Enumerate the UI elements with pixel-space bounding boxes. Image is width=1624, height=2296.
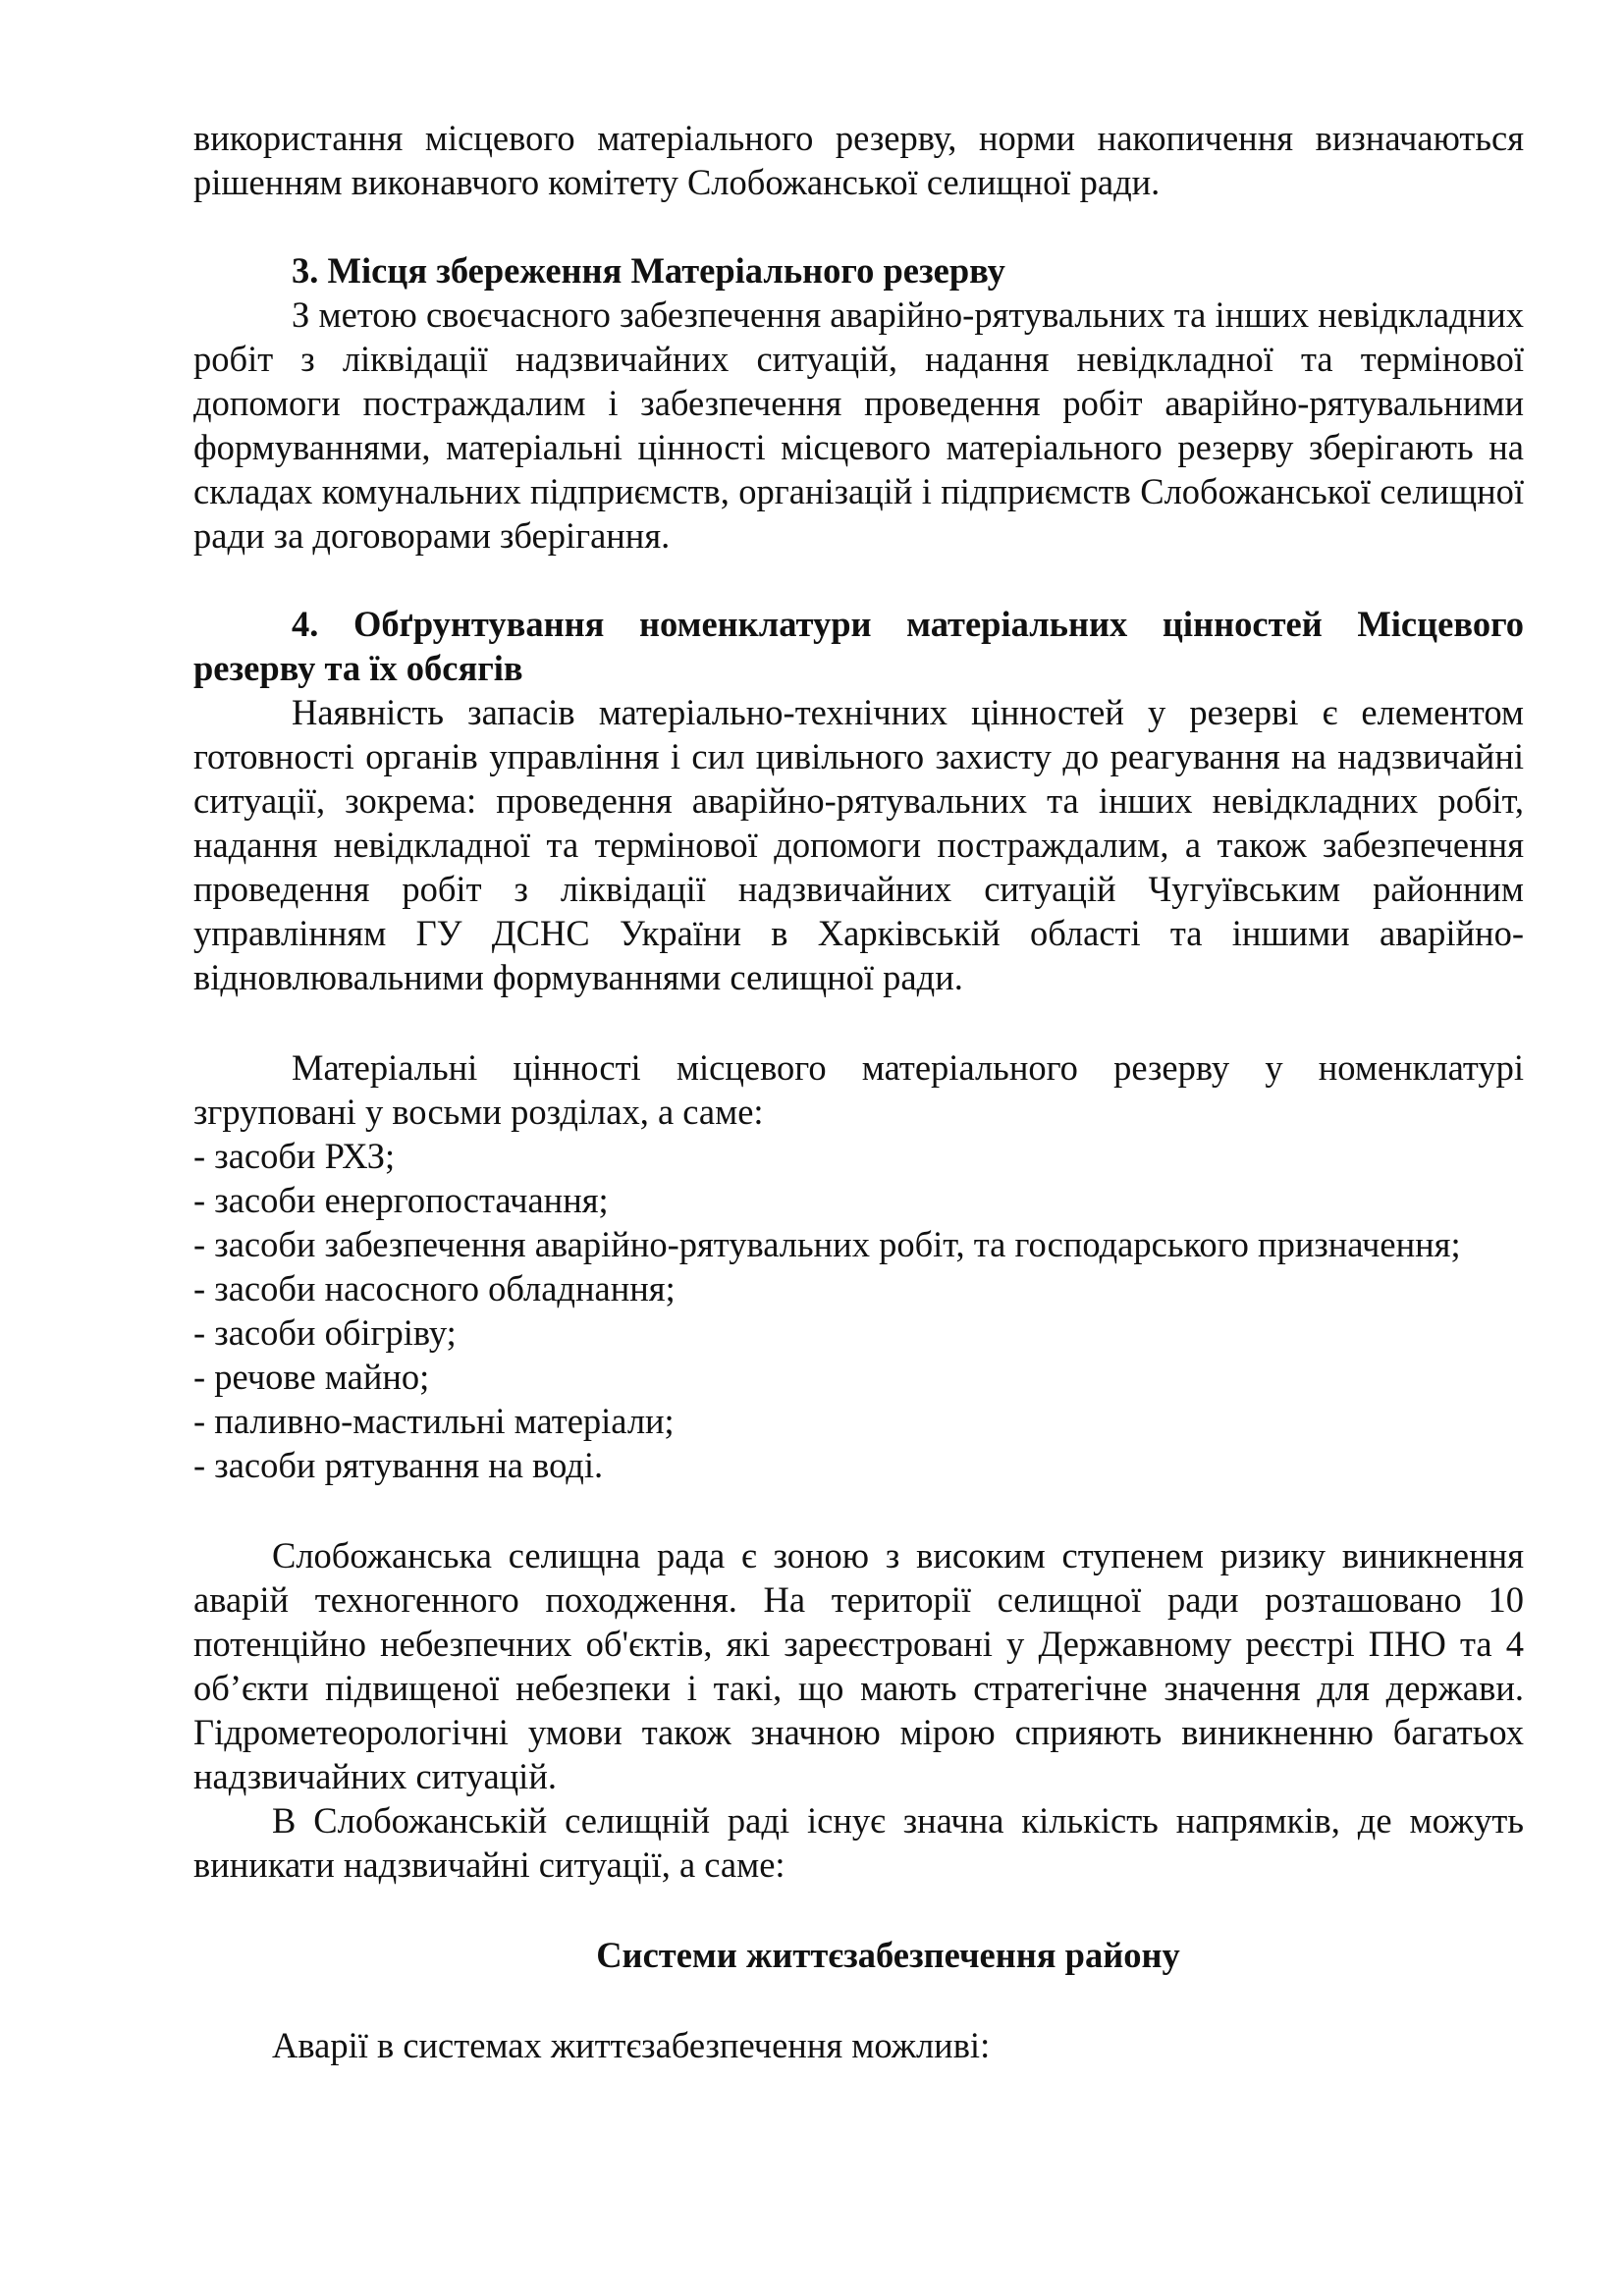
reserve-categories-list: [193, 1134, 1524, 1487]
section-3-paragraph: З метою своєчасного забезпечення аварійно-рятувальних та інших невідкладних робіт з ліквідації надзвичайних ситуацій, надання невідкладної та термінової допомоги постраждалим і забезпечення проведення робіт аварійно-рятувальними формуваннями, матеріальні цінності місцевого матеріального резерву зберігають на складах комунальних підприємств, організацій і підприємств Слобожанської селищної ради за договорами зберігання.: [193, 294, 1524, 556]
systems-paragraph: Аварії в системах життєзабезпечення можливі:: [272, 2025, 991, 2065]
list-item: - речове майно;: [193, 1357, 430, 1397]
risk-paragraph-1: Слобожанська селищна рада є зоною з високим ступенем ризику виникнення аварій техногенного походження. На території селищної ради розташовано 10 потенційно небезпечних об'єктів, які зареєстровані у Державному реєстрі ПНО та 4 об’єкти підвищеної небезпеки і такі, що мають стратегічне значення для держави. Гідрометеорологічні умови також значною мірою сприяють виникненню багатьох надзвичайних ситуацій.: [193, 1535, 1524, 1796]
list-item: - засоби обігріву;: [193, 1312, 457, 1353]
list-item: - засоби РХЗ;: [193, 1136, 396, 1176]
list-item: - засоби рятування на воді.: [193, 1445, 604, 1485]
systems-heading: Системи життєзабезпечення району: [596, 1935, 1180, 1975]
risk-paragraph-2: В Слобожанській селищній раді існує значна кількість напрямків, де можуть виникати надзвичайні ситуації, а саме:: [193, 1800, 1524, 1885]
section-4-paragraph-2: Матеріальні цінності місцевого матеріального резерву у номенклатурі згруповані у восьми розділах, а саме:: [193, 1047, 1524, 1132]
spacer: [193, 1977, 1524, 2023]
list-item: - засоби насосного обладнання;: [193, 1268, 676, 1308]
spacer: [193, 204, 1524, 248]
spacer: [193, 1487, 1524, 1533]
section-4-paragraph-1: Наявність запасів матеріально-технічних цінностей у резерві є елементом готовності органів управління і сил цивільного захисту до реагування на надзвичайні ситуації, зокрема: проведення аварійно-рятувальних та інших невідкладних робіт, надання невідкладної та термінової допомоги постраждалим, а також забезпечення проведення робіт з ліквідації надзвичайних ситуацій Чугуївським районним управлінням ГУ ДСНС України в Харківській області та іншими аварійно-відновлювальними формуваннями селищної ради.: [193, 692, 1524, 997]
section-4-heading: 4. Обґрунтування номенклатури матеріальних цінностей Місцевого резерву та їх обсягів: [193, 604, 1524, 688]
list-item: - засоби енергопостачання;: [193, 1180, 609, 1220]
section-3-heading: 3. Місця збереження Матеріального резерву: [292, 250, 1005, 291]
list-item: - паливно-мастильні матеріали;: [193, 1401, 675, 1441]
document-page: [193, 116, 1524, 2067]
intro-paragraph: використання місцевого матеріального резерву, норми накопичення визначаються рішенням виконавчого комітету Слобожанської селищної ради.: [193, 118, 1524, 202]
list-item: - засоби забезпечення аварійно-рятувальних робіт, та господарського призначення;: [193, 1224, 1461, 1264]
spacer: [193, 1887, 1524, 1933]
spacer: [193, 999, 1524, 1045]
spacer: [193, 558, 1524, 602]
